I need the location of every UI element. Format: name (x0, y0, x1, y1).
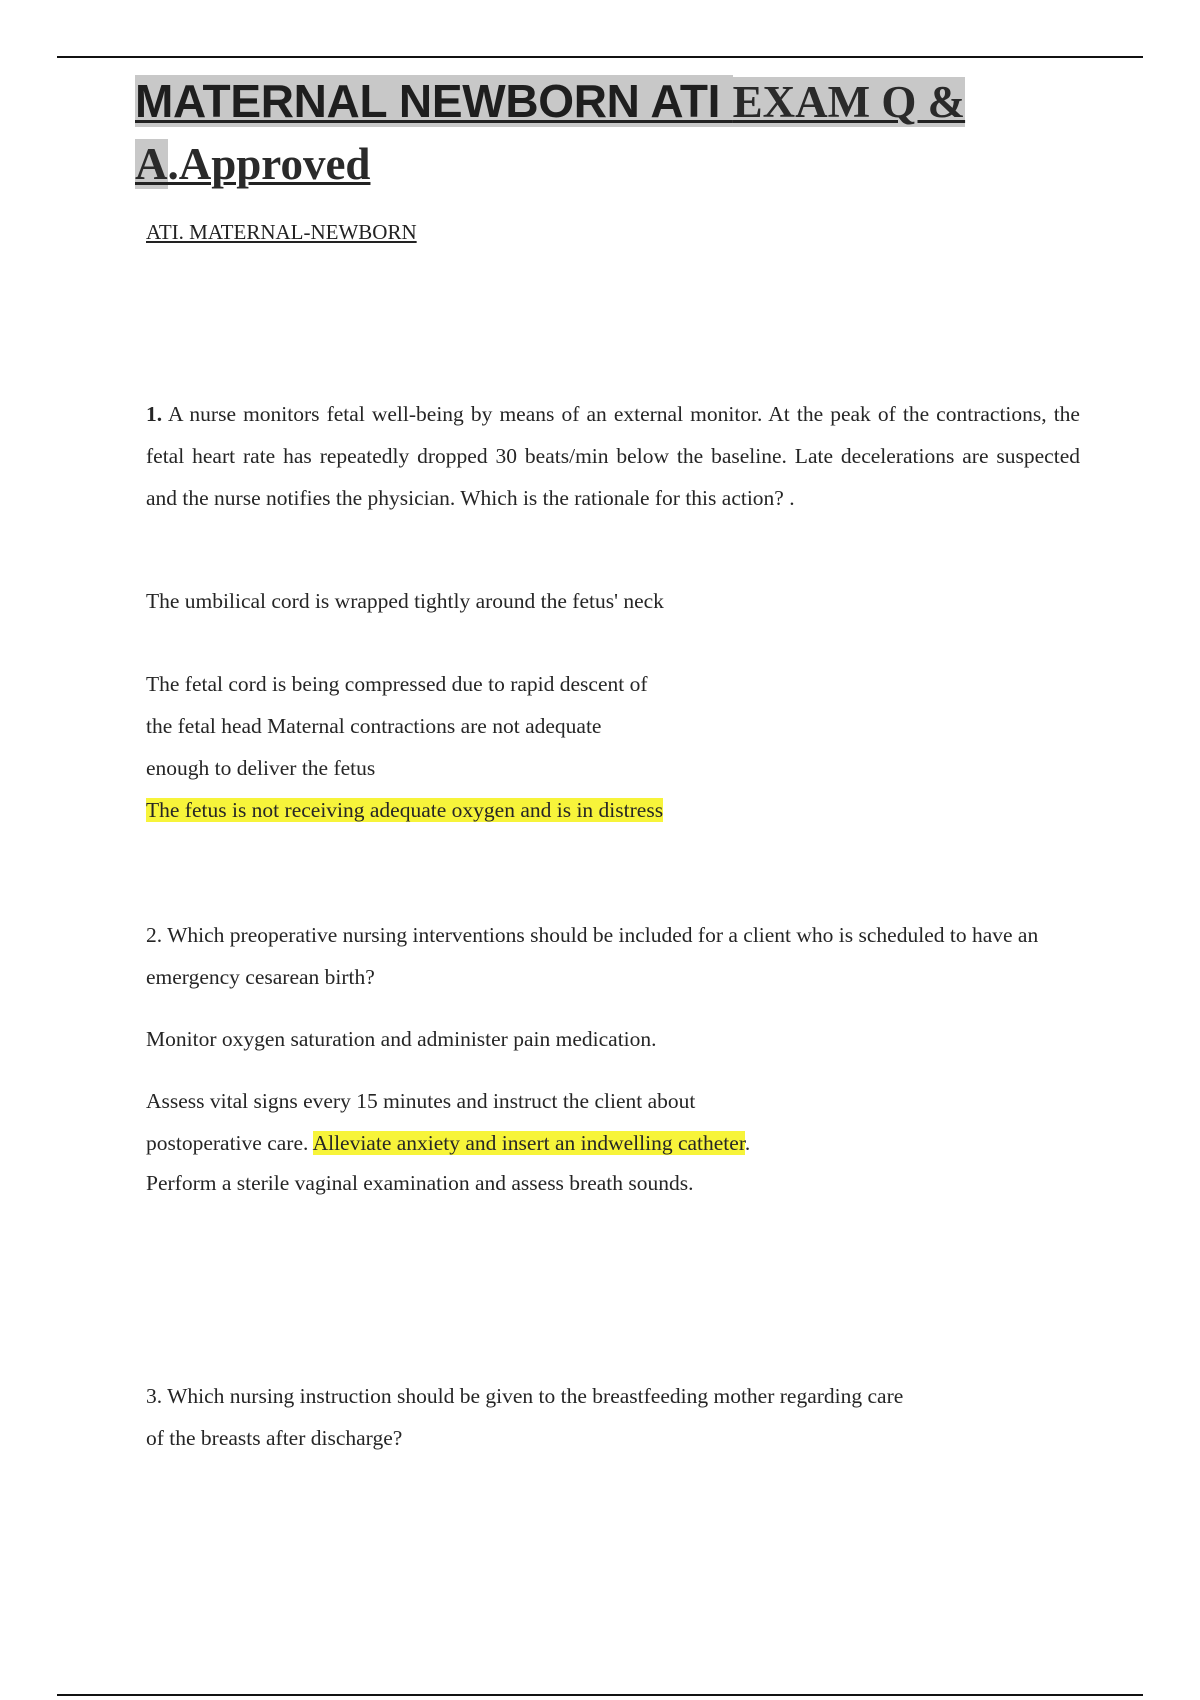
question-1-text: A nurse monitors fetal well-being by means of an external monitor. At the peak of the contractions, the fetal heart rate has repeatedly dropped 30 beats/min below the baseline. Late decelerations are suspected and the nurse notifies the physician. Which is the rationale for this action? . (146, 402, 1080, 510)
question-3-stem-line-1 (146, 1375, 903, 1417)
title-part-sans: MATERNAL NEWBORN ATI (135, 75, 733, 127)
question-2-text: Which preoperative nursing interventions should be included for a client who is scheduled to have an emergency cesarean birth? (146, 923, 1039, 989)
question-1-option-2-line-1: The fetal cord is being compressed due to rapid descent of (146, 672, 648, 696)
question-1-option-1: The umbilical cord is wrapped tightly around the fetus' neck (146, 589, 664, 613)
question-2-option-2-line-2 (146, 1122, 750, 1164)
document-subtitle: ATI. MATERNAL-NEWBORN (146, 220, 417, 244)
title-part-a: A (135, 139, 168, 189)
question-2-option-1: Monitor oxygen saturation and administer pain medication. (146, 1027, 657, 1051)
question-2-answer-highlight: Alleviate anxiety and insert an indwelling catheter (312, 1131, 745, 1155)
question-2-option-3: Perform a sterile vaginal examination and assess breath sounds. (146, 1171, 694, 1195)
question-1-answer (146, 789, 663, 831)
question-1-number: 1. (146, 402, 163, 426)
question-2-option-2-line-1: Assess vital signs every 15 minutes and instruct the client about (146, 1089, 696, 1113)
question-3-text-line-1: Which nursing instruction should be given to the breastfeeding mother regarding care (167, 1384, 904, 1408)
top-rule (57, 56, 1143, 58)
bottom-rule (57, 1694, 1143, 1696)
question-3-number: 3. (146, 1384, 163, 1408)
question-1-option-2-line-3: enough to deliver the fetus (146, 756, 376, 780)
title-part-approved: .Approved (167, 139, 371, 189)
question-1-stem (146, 393, 1080, 519)
document-title (135, 72, 1095, 197)
question-1-option-2-line-2: the fetal head Maternal contractions are not adequate (146, 714, 602, 738)
question-3-stem-line-2: of the breasts after discharge? (146, 1426, 403, 1450)
title-part-serif: EXAM Q & (732, 77, 966, 127)
question-2-stem (146, 914, 1086, 998)
question-2-number: 2. (146, 923, 163, 947)
question-2-answer-period: . (744, 1131, 751, 1155)
question-1-answer-highlight: The fetus is not receiving adequate oxygen and is in distress (146, 798, 664, 822)
question-2-option-2-text: postoperative care. (146, 1131, 313, 1155)
